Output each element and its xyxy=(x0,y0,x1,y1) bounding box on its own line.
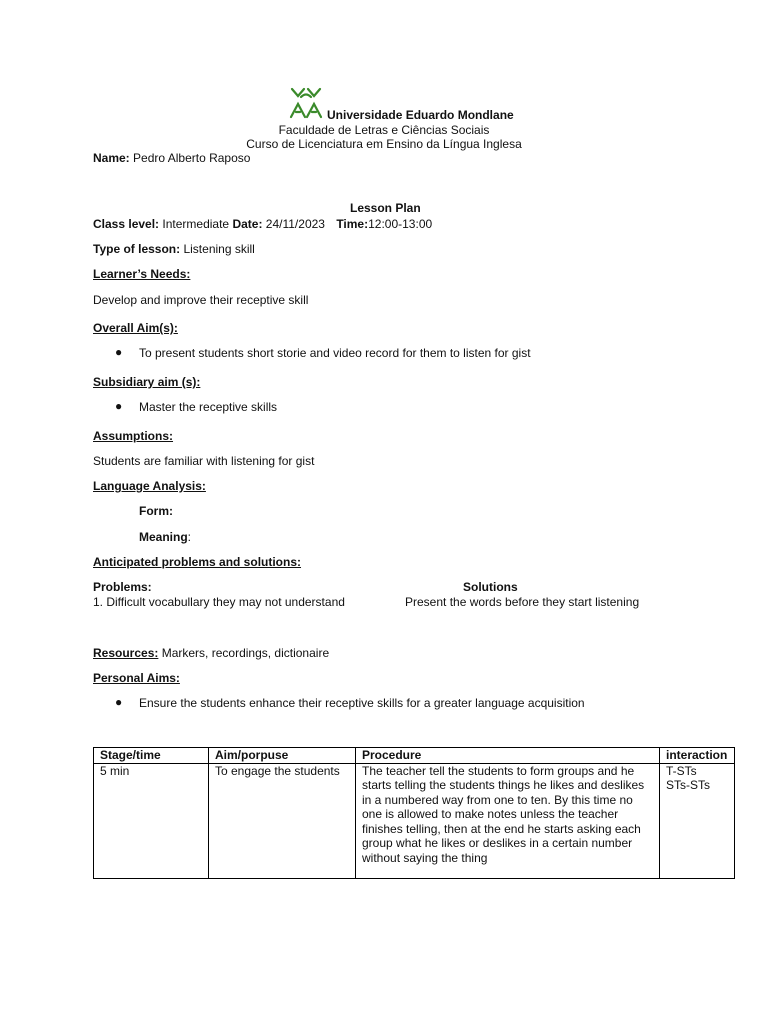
form-label: Form: xyxy=(139,504,173,518)
time-label: Time: xyxy=(336,217,369,231)
class-info-line xyxy=(93,217,432,232)
lesson-type-value: Listening skill xyxy=(183,242,255,256)
learners-needs-text: Develop and improve their receptive skill xyxy=(93,293,309,307)
bullet-icon: ● xyxy=(115,345,123,359)
solutions-label: Solutions xyxy=(463,580,518,594)
learners-needs-heading: Learner’s Needs: xyxy=(93,267,191,281)
interaction-item: STs-STs xyxy=(666,778,711,792)
table-row xyxy=(94,763,735,878)
problem-item: 1. Difficult vocabullary they may not understand xyxy=(93,595,345,609)
lesson-type-label: Type of lesson: xyxy=(93,242,181,256)
class-level-value: Intermediate xyxy=(162,217,230,231)
meaning-line xyxy=(139,530,191,545)
stage-cell: 5 min xyxy=(94,763,209,878)
assumptions-text: Students are familiar with listening for gist xyxy=(93,454,315,468)
date-value: 24/11/2023 xyxy=(265,217,325,231)
column-header-stage: Stage/time xyxy=(94,748,209,764)
lesson-stages-table xyxy=(93,747,735,879)
class-level-label: Class level: xyxy=(93,217,160,231)
assumptions-heading: Assumptions: xyxy=(93,429,174,443)
meaning-colon: : xyxy=(187,530,192,544)
column-header-aim: Aim/porpuse xyxy=(209,748,356,764)
resources-line xyxy=(93,646,329,661)
solution-item: Present the words before they start listening xyxy=(405,595,640,609)
personal-aim-item: Ensure the students enhance their receptive skills for a greater language acquisition xyxy=(139,696,585,710)
time-value: 12:00-13:00 xyxy=(368,217,433,231)
subsidiary-aims-heading: Subsidiary aim (s): xyxy=(93,375,201,389)
student-name-line xyxy=(93,151,250,166)
procedure-cell: The teacher tell the students to form groups and he starts telling the students things he likes and deslikes in a numbered way from one to ten. By this time no one is allowed to make notes unless the teacher finishes telling, then at the end he starts asking each group what he likes or deslikes in a certain number without saying the thing xyxy=(356,763,660,878)
bullet-icon: ● xyxy=(115,399,123,413)
faculty-name: Faculdade de Letras e Ciências Sociais xyxy=(278,123,490,137)
table-header-row xyxy=(94,748,735,764)
page-title: Lesson Plan xyxy=(350,201,421,215)
interaction-item: T-STs xyxy=(666,763,697,778)
resources-value: Markers, recordings, dictionaire xyxy=(161,646,330,660)
name-value: Pedro Alberto Raposo xyxy=(133,151,251,165)
name-label: Name: xyxy=(93,151,130,165)
aim-cell: To engage the students xyxy=(209,763,356,878)
anticipated-problems-heading: Anticipated problems and solutions: xyxy=(93,555,302,569)
language-analysis-heading: Language Analysis: xyxy=(93,479,206,493)
course-name: Curso de Licenciatura em Ensino da Língua Inglesa xyxy=(246,137,522,151)
personal-aims-heading: Personal Aims: xyxy=(93,671,180,685)
column-header-interaction: interaction xyxy=(660,748,735,764)
problems-label: Problems: xyxy=(93,580,152,594)
column-header-procedure: Procedure xyxy=(356,748,660,764)
date-label: Date: xyxy=(232,217,263,231)
interaction-cell xyxy=(660,763,735,878)
lesson-type-line xyxy=(93,242,255,257)
overall-aim-item: To present students short storie and video record for them to listen for gist xyxy=(139,346,531,360)
university-logo-icon xyxy=(288,86,324,120)
university-name: Universidade Eduardo Mondlane xyxy=(327,108,514,122)
resources-heading: Resources: xyxy=(93,646,159,660)
meaning-label: Meaning xyxy=(139,530,188,544)
bullet-icon: ● xyxy=(115,695,123,709)
overall-aims-heading: Overall Aim(s): xyxy=(93,321,178,335)
subsidiary-aim-item: Master the receptive skills xyxy=(139,400,278,414)
